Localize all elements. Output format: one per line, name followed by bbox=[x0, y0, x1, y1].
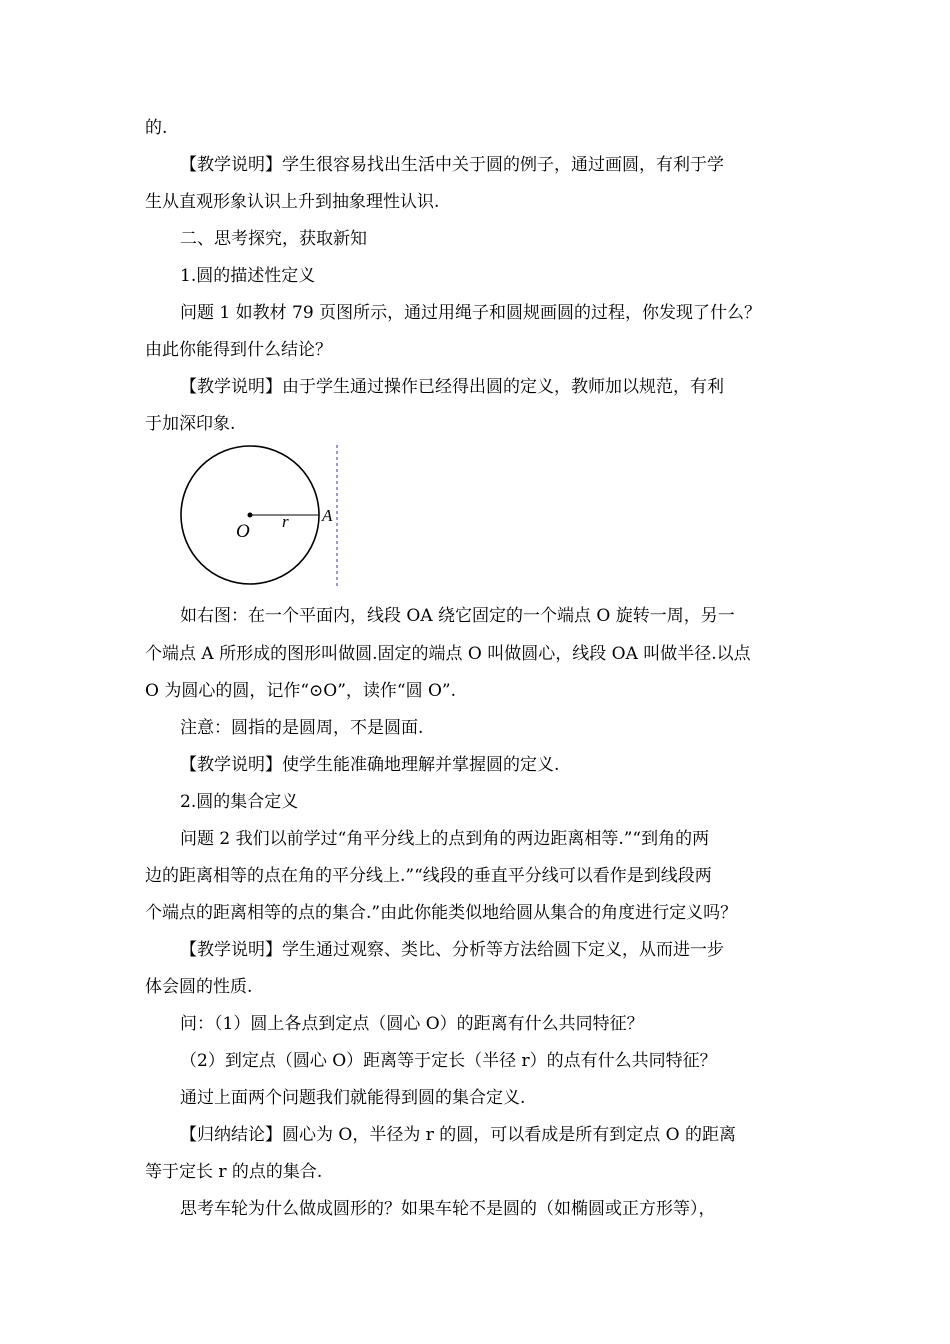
teaching-note: 【教学说明】使学生能准确地理解并掌握圆的定义. bbox=[180, 755, 560, 775]
text-line: 通过上面两个问题我们就能得到圆的集合定义. bbox=[180, 1088, 526, 1108]
conclusion-text: 【归纳结论】圆心为 O，半径为 r 的圆，可以看成是所有到定点 O 的距离 bbox=[180, 1125, 737, 1145]
section-heading: 二、思考探究，获取新知 bbox=[180, 229, 367, 249]
text-line: 于加深印象. bbox=[145, 414, 236, 434]
teaching-note: 【教学说明】由于学生通过操作已经得出圆的定义，教师加以规范，有利 bbox=[180, 377, 724, 397]
text-line: 由此你能得到什么结论？ bbox=[145, 340, 332, 360]
radius-label: r bbox=[282, 512, 289, 531]
teaching-note: 【教学说明】学生通过观察、类比、分析等方法给圆下定义，从而进一步 bbox=[180, 940, 724, 960]
circle-figure bbox=[170, 440, 350, 590]
question-ask-2: （2）到定点（圆心 O）距离等于定长（半径 r）的点有什么共同特征？ bbox=[180, 1051, 717, 1071]
point-label: A bbox=[322, 506, 333, 525]
definition-text: 如右图：在一个平面内，线段 OA 绕它固定的一个端点 O 旋转一周，另一 bbox=[180, 606, 735, 626]
text-line: 个端点 A 所形成的图形叫做圆.固定的端点 O 叫做圆心，线段 OA 叫做半径.以点 bbox=[145, 644, 751, 664]
note-text: 注意：圆指的是圆周，不是圆面. bbox=[180, 718, 424, 738]
text-line: 的. bbox=[145, 118, 168, 138]
text-line: 体会圆的性质. bbox=[145, 977, 253, 997]
question-1: 问题 1 如教材 79 页图所示，通过用绳子和圆规画圆的过程，你发现了什么？ bbox=[180, 303, 762, 323]
text-line: 个端点的距离相等的点的集合.”由此你能类似地给圆从集合的角度进行定义吗？ bbox=[145, 903, 738, 923]
text-line: O 为圆心的圆，记作“⊙O”，读作“圆 O”. bbox=[145, 681, 457, 701]
text-line: 思考车轮为什么做成圆形的？如果车轮不是圆的（如椭圆或正方形等）， bbox=[180, 1199, 716, 1219]
text-line: 等于定长 r 的点的集合. bbox=[145, 1162, 323, 1182]
teaching-note: 【教学说明】学生很容易找出生活中关于圆的例子，通过画圆，有利于学 bbox=[180, 155, 724, 175]
text-line: 边的距离相等的点在角的平分线上.”“线段的垂直平分线可以看作是到线段两 bbox=[145, 866, 712, 886]
question-ask-1: 问：（1）圆上各点到定点（圆心 O）的距离有什么共同特征？ bbox=[180, 1014, 644, 1034]
question-2: 问题 2 我们以前学过“角平分线上的点到角的两边距离相等.”“到角的两 bbox=[180, 829, 710, 849]
subsection-heading: 1.圆的描述性定义 bbox=[180, 266, 316, 286]
center-label: O bbox=[236, 521, 250, 542]
subsection-heading: 2.圆的集合定义 bbox=[180, 792, 299, 812]
text-line: 生从直观形象认识上升到抽象理性认识. bbox=[145, 192, 440, 212]
